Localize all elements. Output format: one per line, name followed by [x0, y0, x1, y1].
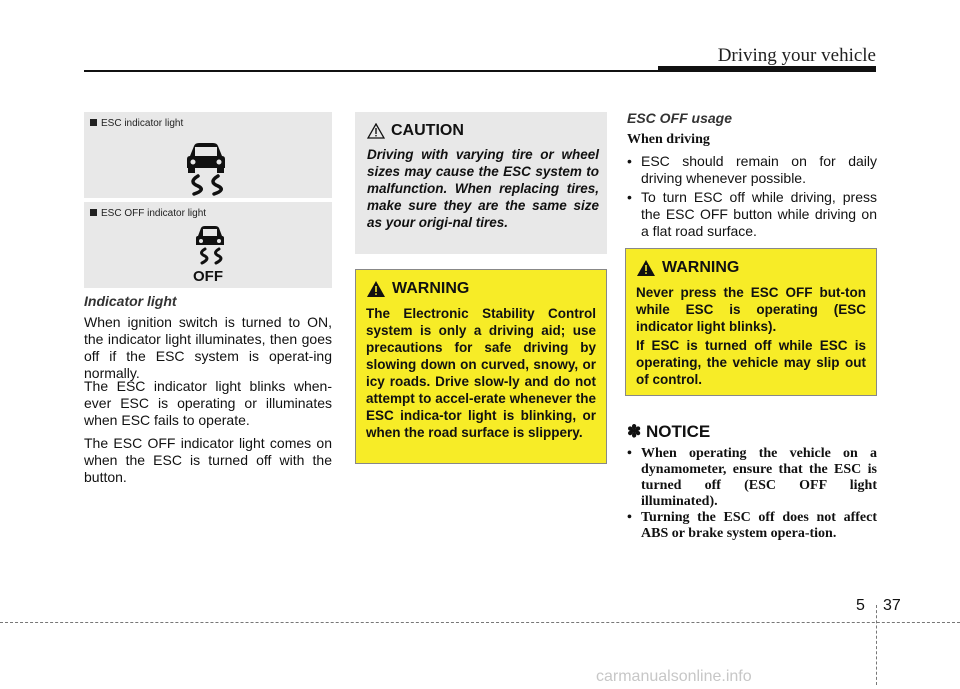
page-number: 37	[883, 597, 901, 614]
warning-2-title: WARNING	[662, 259, 740, 276]
warning-triangle-icon	[636, 259, 656, 277]
notice-item-2: • Turning the ESC off does not affect ABS or brake system opera-tion.	[627, 510, 877, 542]
esc-off-skid-car-icon	[190, 222, 230, 266]
chapter-number: 5	[856, 597, 865, 614]
indicator-para-3: The ESC OFF indicator light comes on when the ESC is turned off with the button.	[84, 435, 332, 485]
caution-body: Driving with varying tire or wheel sizes may cause the ESC system to malfunction. When replacing tires, make sure they are the same size as your origi-nal tires.	[367, 147, 599, 230]
esc-off-bullet-1: • ESC should remain on for daily driving whenever possible.	[627, 153, 877, 187]
warning-2-body-2: If ESC is turned off while ESC is operating, the vehicle may slip out of control.	[636, 338, 866, 387]
indicator-para-1: When ignition switch is turned to ON, the indicator light illuminates, then goes off if the ESC system is operat-ing normally.	[84, 314, 332, 381]
when-driving-subheading: When driving	[627, 132, 710, 147]
warning-triangle-icon	[366, 280, 386, 298]
esc-off-bullet-2: • To turn ESC off while driving, press the ESC OFF button while driving on a flat road surface.	[627, 189, 877, 240]
footer-dashed-line	[0, 622, 960, 623]
warning-1-title: WARNING	[392, 280, 470, 297]
esc-indicator-label: ESC indicator light	[101, 118, 184, 129]
notice-item-1: • When operating the vehicle on a dynamometer, ensure that the ESC is turned off (ESC OFF light illuminated).	[627, 446, 877, 510]
caution-box	[355, 112, 607, 254]
warning-box-1	[355, 269, 607, 464]
esc-off-heading: ESC OFF usage	[627, 110, 733, 126]
warning-1-body: The Electronic Stability Control system is only a driving aid; use precautions for safe driving by slowing down on curved, snowy, or icy roads. Drive slow-ly and do not attempt to accel-erate whenever the ESC indica-tor light is blinking, or when the road surface is slippery.	[366, 306, 596, 440]
esc-off-indicator-label: ESC OFF indicator light	[101, 208, 207, 219]
indicator-heading: Indicator light	[84, 293, 177, 309]
esc-indicator-panel	[84, 112, 332, 198]
esc-off-indicator-panel	[84, 202, 332, 288]
header-rule	[84, 70, 658, 72]
warning-box-2	[625, 248, 877, 396]
esc-skid-car-icon	[176, 138, 236, 196]
page-header-title: Driving your vehicle	[717, 45, 876, 66]
off-text: OFF	[193, 268, 223, 285]
notice-heading: ✽ NOTICE	[627, 422, 711, 441]
watermark: carmanualsonline.info	[596, 668, 752, 685]
header-bar	[658, 66, 876, 72]
indicator-figure	[84, 112, 332, 288]
footer-vertical-dashed-line	[876, 605, 877, 685]
caution-triangle-icon	[367, 123, 385, 139]
indicator-para-2: The ESC indicator light blinks when-ever ESC is operating or illuminates when ESC fails to operate.	[84, 378, 332, 428]
warning-2-body-1: Never press the ESC OFF but-ton while ESC is operating (ESC indicator light blinks).	[636, 285, 866, 334]
caution-title: CAUTION	[391, 122, 464, 139]
